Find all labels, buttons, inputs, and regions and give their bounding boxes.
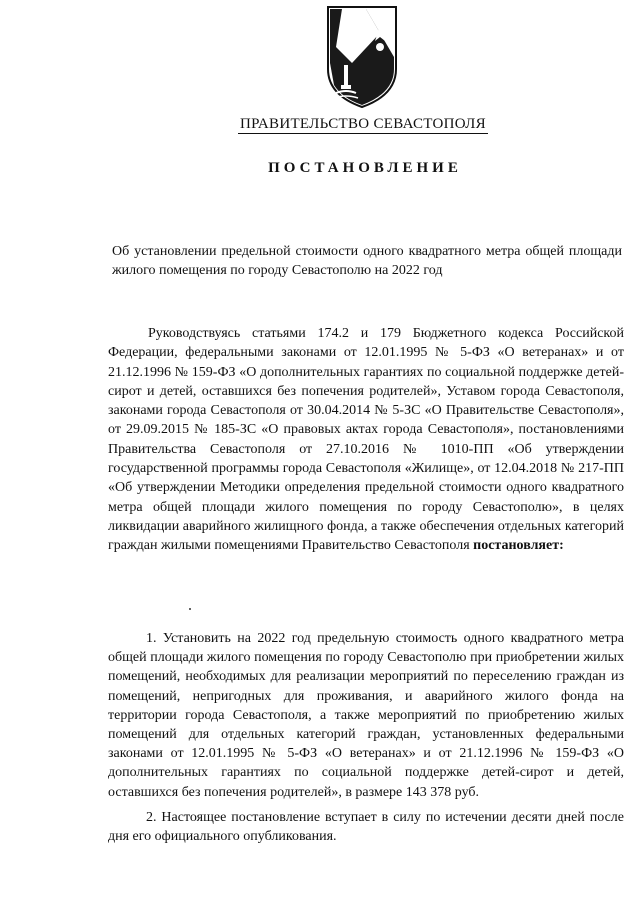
clause-1: 1. Установить на 2022 год предельную стоимость одного квадратного метра общей площади жилого помещения по городу Севастополю при приобретении жилых помещений, необходимых для реализации мероприятий по переселению граждан из помещений, непригодных для проживания, и аварийного жилого фонда на территории города Севастополя, а также мероприятий по приобретению жилых помещений для отдельных категорий граждан, установленных федеральными законами от 12.01.1995 № 5-ФЗ «О ветеранах» и от 21.12.1996 № 159-ФЗ «О дополнительных гарантиях по социальной поддержке детей-сирот и детей, оставшихся без попечения родителей», в размере 143 378 руб. — [108, 631, 624, 800]
government-name-text: ПРАВИТЕЛЬСТВО СЕВАСТОПОЛЯ — [240, 116, 486, 132]
decree-word: постановляет: — [473, 538, 564, 554]
clause-2: 2. Настоящее постановление вступает в силу по истечении десяти дней после дня его официального опубликования. — [108, 810, 624, 845]
sevastopol-coat-of-arms-icon — [322, 3, 402, 111]
document-subject: Об установлении предельной стоимости одного квадратного метра общей площади жилого помещения по городу Севастополю на 2022 год — [112, 244, 622, 278]
stray-mark — [189, 608, 191, 610]
government-name — [0, 116, 640, 133]
preamble-text: Руководствуясь статьями 174.2 и 179 Бюджетного кодекса Российской Федерации, федеральными законами от 12.01.1995 № 5-ФЗ «О ветеранах» и от 21.12.1996 № 159-ФЗ «О дополнительных гарантиях по социальной поддержке детей-сирот и детей, оставшихся без попечения родителей», Уставом города Севастополя, законами города Севастополя от 30.04.2014 № 5-ЗС «О Правительстве Севастополя», от 29.09.2015 № 185-ЗС «О правовых актах города Севастополя», постановлениями Правительства Севастополя от 27.10.2016 № 1010-ПП «Об утверждении государственной программы города Севастополя «Жилище», от 12.04.2018 № 217-ПП «Об утверждении Методики определения предельной стоимости одного квадратного метра общей площади жилого помещения по городу Севастополю», в целях ликвидации аварийного жилищного фонда, а также обеспечения отдельных категорий граждан жилыми помещениями Правительство Севастополя — [108, 326, 624, 554]
preamble-paragraph — [108, 324, 624, 556]
document-type: ПОСТАНОВЛЕНИЕ — [268, 160, 462, 176]
